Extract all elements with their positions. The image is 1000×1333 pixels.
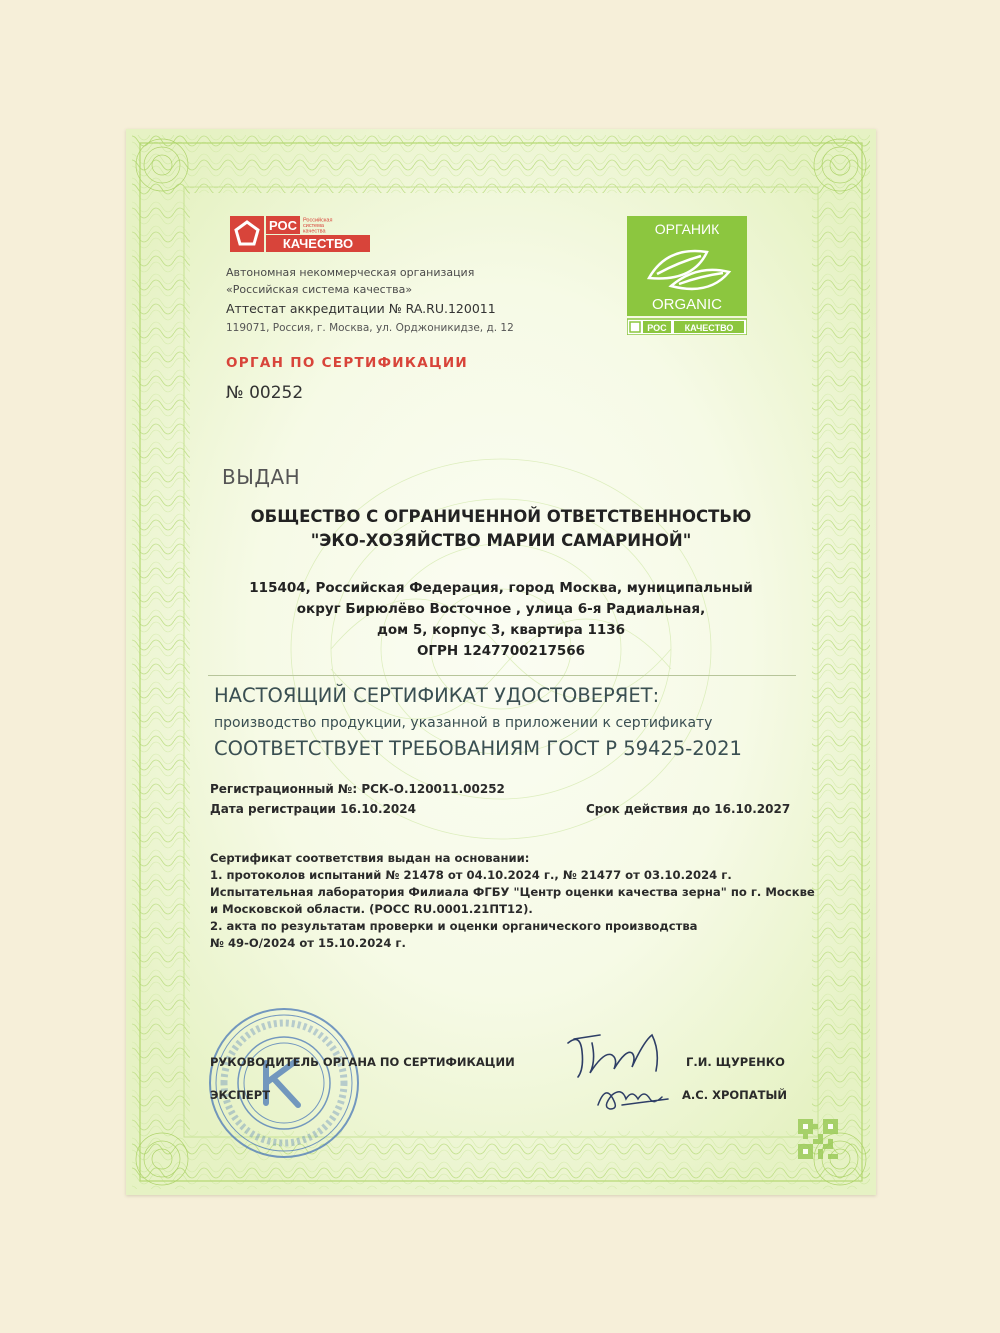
company-address-line-1: 115404, Российская Федерация, город Москва, муниципальный bbox=[249, 580, 753, 596]
organic-footer-kach: КАЧЕСТВО bbox=[684, 323, 734, 333]
company-address-line-2: округ Бирюлёво Восточное , улица 6-я Радиальная, bbox=[296, 601, 706, 617]
registration-date: Дата регистрации 16.10.2024 bbox=[210, 802, 416, 816]
organic-ru-text: ОРГАНИК bbox=[654, 221, 720, 237]
org-address: 119071, Россия, г. Москва, ул. Орджоникидзе, д. 12 bbox=[226, 322, 514, 334]
registration-number: Регистрационный №: РСК-О.120011.00252 bbox=[210, 782, 505, 796]
qr-code bbox=[798, 1119, 838, 1159]
accreditation: Аттестат аккредитации № RA.RU.120011 bbox=[226, 301, 496, 316]
certification-body-number: № 00252 bbox=[226, 383, 304, 403]
head-name: Г.И. ЩУРЕНКО bbox=[686, 1055, 785, 1069]
basis-line-5: 2. акта по результатам проверки и оценки органического производства bbox=[210, 919, 698, 933]
company-address-line-3: дом 5, корпус 3, квартира 1136 bbox=[376, 622, 626, 638]
org-name-line-1: Автономная некоммерческая организация bbox=[226, 266, 475, 279]
org-name-line-2: «Российская система качества» bbox=[226, 283, 413, 296]
expert-label: ЭКСПЕРТ bbox=[210, 1088, 271, 1102]
company-ogrn: ОГРН 1247700217566 bbox=[416, 643, 586, 659]
basis-line-4: и Московской области. (РОСС RU.0001.21ПТ12). bbox=[210, 902, 533, 916]
basis-line-3: Испытательная лаборатория Филиала ФГБУ "Центр оценки качества зерна" по г. Москве bbox=[210, 885, 815, 899]
organic-badge bbox=[627, 216, 747, 335]
round-stamp bbox=[204, 1003, 364, 1163]
issued-label: ВЫДАН bbox=[222, 465, 301, 489]
certificate-title: НАСТОЯЩИЙ СЕРТИФИКАТ УДОСТОВЕРЯЕТ: bbox=[214, 684, 660, 707]
certification-body-title: ОРГАН ПО СЕРТИФИКАЦИИ bbox=[226, 355, 469, 371]
logo-ros-text: РОС bbox=[269, 218, 297, 233]
head-label: РУКОВОДИТЕЛЬ ОРГАНА ПО СЕРТИФИКАЦИИ bbox=[210, 1055, 515, 1069]
basis-line-2: 1. протоколов испытаний № 21478 от 04.10.2024 г., № 21477 от 03.10.2024 г. bbox=[210, 868, 732, 882]
divider bbox=[208, 675, 796, 676]
logo-small-1: Российская bbox=[303, 217, 333, 224]
organic-footer-ros: РОС bbox=[647, 323, 667, 333]
organic-en-text: ORGANIC bbox=[651, 296, 723, 313]
certificate-subtitle: производство продукции, указанной в приложении к сертификату bbox=[214, 715, 713, 731]
expert-name: А.С. ХРОПАТЫЙ bbox=[682, 1088, 788, 1102]
basis-line-6: № 49-О/2024 от 15.10.2024 г. bbox=[210, 936, 406, 950]
logo-small-2: система bbox=[303, 223, 324, 229]
signature-expert bbox=[592, 1075, 682, 1115]
company-name-line-1: ОБЩЕСТВО С ОГРАНИЧЕННОЙ ОТВЕТСТВЕННОСТЬЮ bbox=[250, 507, 752, 526]
ros-kachestvo-logo bbox=[230, 216, 370, 252]
logo-kachestvo-text: КАЧЕСТВО bbox=[282, 236, 354, 251]
basis-line-1: Сертификат соответствия выдан на основании: bbox=[210, 851, 530, 865]
valid-until: Срок действия до 16.10.2027 bbox=[586, 802, 791, 816]
certificate-sheet bbox=[126, 129, 876, 1195]
logo-small-3: качества bbox=[303, 228, 326, 235]
company-name-line-2: "ЭКО-ХОЗЯЙСТВО МАРИИ САМАРИНОЙ" bbox=[310, 531, 692, 550]
certificate-gost: СООТВЕТСТВУЕТ ТРЕБОВАНИЯМ ГОСТ Р 59425-2021 bbox=[214, 737, 742, 760]
